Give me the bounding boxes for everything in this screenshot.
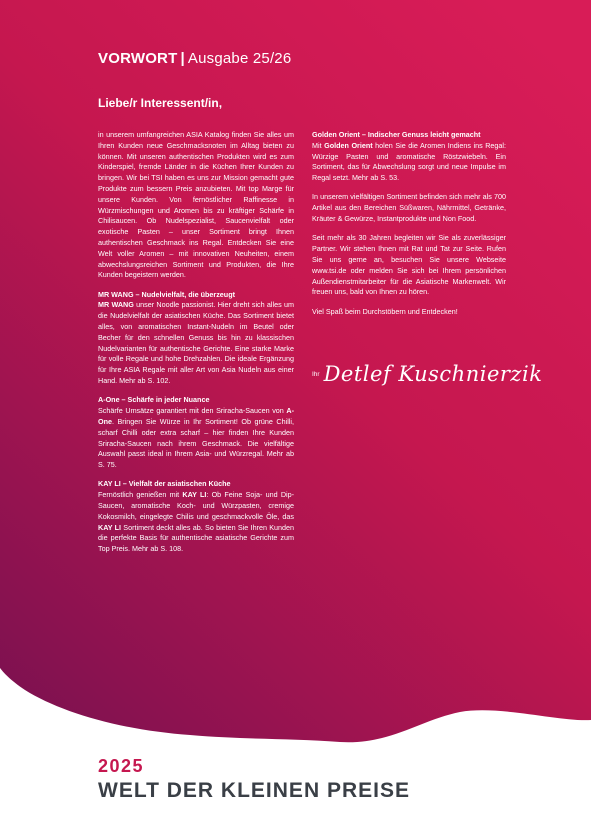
section-heading: MR WANG – Nudelvielfalt, die überzeugt xyxy=(98,289,235,299)
right-column xyxy=(312,130,506,326)
footer-tagline: WELT DER KLEINEN PREISE xyxy=(98,779,410,802)
left-column xyxy=(98,130,294,563)
footer-year: 2025 xyxy=(98,756,145,776)
greeting: Liebe/r Interessent/in, xyxy=(98,96,223,110)
brand-name: KAY LI xyxy=(182,490,207,500)
brand-name: A-One xyxy=(98,406,294,426)
brand-name: KAY LI xyxy=(98,522,122,532)
header-issue: Ausgabe 25/26 xyxy=(187,50,292,67)
section-text: . Bringen Sie Würze in Ihr Sortiment! Ob grüne Chilli, scharf Chilli oder extra scharf – hier finden Ihre Kunden Sriracha-Saucen nach ihrem Geschmack. Die vielfältige Auswahl passt ideal in Ihrem Asia- und Würzregal. Mehr ab S. 75. xyxy=(98,416,294,470)
assortment-paragraph: In unserem vielfältigen Sortiment befinden sich mehr als 700 Artikel aus den Bereichen Süßwaren, Nährmittel, Getränke, Kräuter & Gewürze, Instantprodukte und Non Food. xyxy=(312,192,506,224)
section-mr-wang xyxy=(98,290,294,387)
section-text: : Ob Feine Soja- und Dip-Saucen, aromatische Koch- und Würzpasten, cremige Kokosmilch, eingelegte Chilis und geschmackvolle Öle, das xyxy=(98,490,294,521)
section-golden-orient xyxy=(312,130,506,184)
brand-name: MR WANG xyxy=(98,300,134,310)
section-text: Fernöstlich genießen mit xyxy=(98,490,183,500)
signature xyxy=(312,362,542,386)
section-text: Schärfe Umsätze garantiert mit den Sriracha-Saucen von xyxy=(98,406,287,416)
section-kay-li xyxy=(98,479,294,555)
section-heading: A-One – Schärfe in jeder Nuance xyxy=(98,395,210,405)
section-heading: Golden Orient – Indischer Genuss leicht gemacht xyxy=(312,130,481,139)
section-a-one xyxy=(98,395,294,471)
section-text: unser Noodle passionist. Hier dreht sich alles um die Nudelvielfalt der asiatischen Küche. Das Sortiment bietet alles, von aromatischen Instant-Nudeln im Beutel oder Becher für den schnellen Genuss bis hin zu klassischen Nudelvarianten für authentische Gerichte. Eine starke Marke für volle Regale und hohe Drehzahlen. Die ideale Ergänzung für Ihre ASIA Regale mit aller Art von Asia Nudeln aus einer Hand. Mehr ab S. 102. xyxy=(98,300,294,386)
signature-name: Detlef Kuschnierzik xyxy=(323,362,543,386)
closing-paragraph: Viel Spaß beim Durchstöbern und Entdecken! xyxy=(312,306,458,316)
page-header xyxy=(98,50,291,67)
partner-paragraph: Seit mehr als 30 Jahren begleiten wir Sie als zuverlässiger Partner. Wir stehen Ihnen mit Rat und Tat zur Seite. Rufen Sie uns gerne an, besuchen Sie unsere Webseite www.tsi.de oder melden Sie sich bei Ihrem persönlichen Außendienstmitarbeiter für die Asiatische Markenwelt. Wir freuen uns, bald von Ihnen zu hören. xyxy=(312,233,506,297)
intro-paragraph: in unserem umfangreichen ASIA Katalog finden Sie alles um Ihren Kunden neue Geschmacksnoten im Alltag bieten zu können. Mit unseren authentischen Produkten wird es zum Kinderspiel, fremde Länder in die Küchen Ihrer Kunden zu bringen. Wir bei TSI haben es uns zur Mission gemacht gute Produkte zum bessern Preis anzubieten. Mit top Marge für unsere Kunden. Von fernöstlicher Raffinesse in Würzmischungen und Aromen bis zu kräftiger Schärfe in Chilisaucen. Ob Nudelspezialist, Saucenvielfalt oder exotische Pasten – unser Sortiment bringt Ihnen authentischen Geschmack ins Regal. Entdecken Sie eine Welt voller Aromen – mit innovativen Neuheiten, einem abwechslungsreichen Sortiment und Produkten, die Ihre Kunden begeistern werden. xyxy=(98,130,294,280)
brand-name: Golden Orient xyxy=(324,140,373,150)
header-separator: | xyxy=(180,50,185,67)
section-text: Mit xyxy=(312,140,325,150)
section-heading: KAY LI – Vielfalt der asiatischen Küche xyxy=(98,479,231,489)
section-text: holen Sie die Aromen Indiens ins Regal: Würzige Pasten und aromatische Röstzwiebeln. Ein Sortiment, das für Abwechslung sorgt und neue Impulse im Regal setzt. Mehr ab S. 53. xyxy=(312,140,506,183)
section-text: Sortiment deckt alles ab. So bieten Sie Ihren Kunden die perfekte Basis für authentische asiatische Gerichte zum Top Preis. Mehr ab S. 108. xyxy=(98,522,294,554)
signature-prefix: Ihr xyxy=(312,370,320,378)
header-title: VORWORT xyxy=(98,50,178,67)
